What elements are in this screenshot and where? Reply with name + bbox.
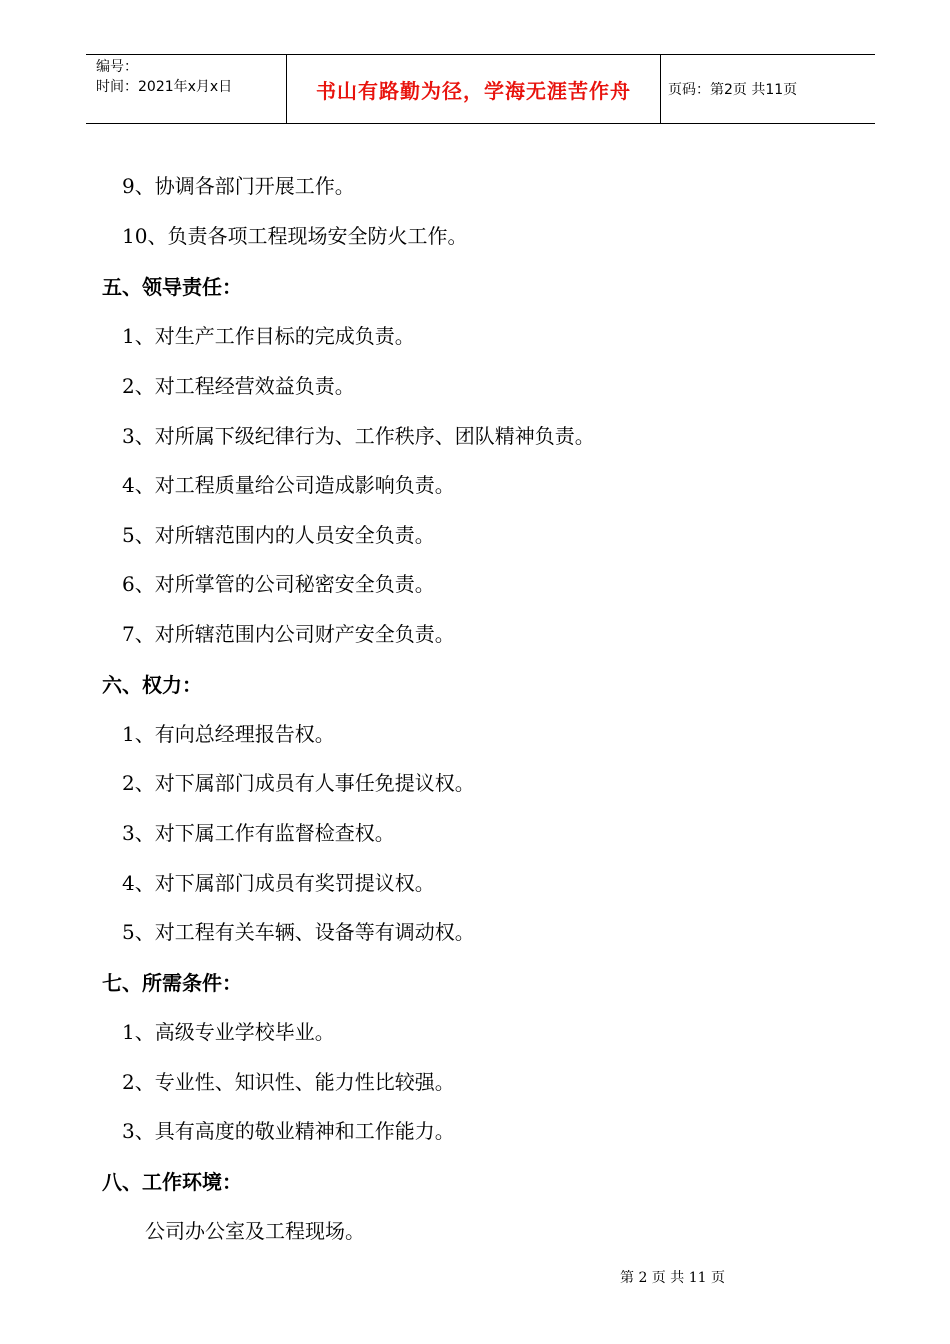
list-item: 9、协调各部门开展工作。 xyxy=(122,174,355,198)
list-item: 4、对下属部门成员有奖罚提议权。 xyxy=(122,871,435,895)
header-motto: 书山有路勤为径，学海无涯苦作舟 xyxy=(286,55,661,123)
section-heading-leadership-duty: 五、领导责任： xyxy=(102,275,242,299)
section-heading-environment: 八、工作环境： xyxy=(102,1170,242,1194)
list-item: 6、对所掌管的公司秘密安全负责。 xyxy=(122,572,435,596)
document-time-label: 时间：2021年x月x日 xyxy=(96,79,233,95)
list-item: 7、对所辖范围内公司财产安全负责。 xyxy=(122,622,455,646)
list-item: 3、具有高度的敬业精神和工作能力。 xyxy=(122,1119,455,1143)
list-item: 10、负责各项工程现场安全防火工作。 xyxy=(122,224,468,248)
list-item: 2、专业性、知识性、能力性比较强。 xyxy=(122,1070,455,1094)
list-item: 2、对工程经营效益负责。 xyxy=(122,374,355,398)
page-footer: 第 2 页 共 11 页 xyxy=(620,1270,725,1286)
section-heading-authority: 六、权力： xyxy=(102,673,202,697)
header-meta xyxy=(96,57,286,97)
list-item: 1、对生产工作目标的完成负责。 xyxy=(122,324,415,348)
list-item: 4、对工程质量给公司造成影响负责。 xyxy=(122,473,455,497)
environment-text: 公司办公室及工程现场。 xyxy=(145,1219,365,1243)
list-item: 3、对所属下级纪律行为、工作秩序、团队精神负责。 xyxy=(122,424,595,448)
section-heading-requirements: 七、所需条件： xyxy=(102,971,242,995)
page-header xyxy=(86,54,875,124)
list-item: 1、有向总经理报告权。 xyxy=(122,722,335,746)
header-page-label: 页码：第2页 共11页 xyxy=(668,82,798,98)
list-item: 5、对工程有关车辆、设备等有调动权。 xyxy=(122,920,475,944)
document-number-label: 编号： xyxy=(96,59,138,75)
list-item: 5、对所辖范围内的人员安全负责。 xyxy=(122,523,435,547)
list-item: 2、对下属部门成员有人事任免提议权。 xyxy=(122,771,475,795)
list-item: 3、对下属工作有监督检查权。 xyxy=(122,821,395,845)
list-item: 1、高级专业学校毕业。 xyxy=(122,1020,335,1044)
